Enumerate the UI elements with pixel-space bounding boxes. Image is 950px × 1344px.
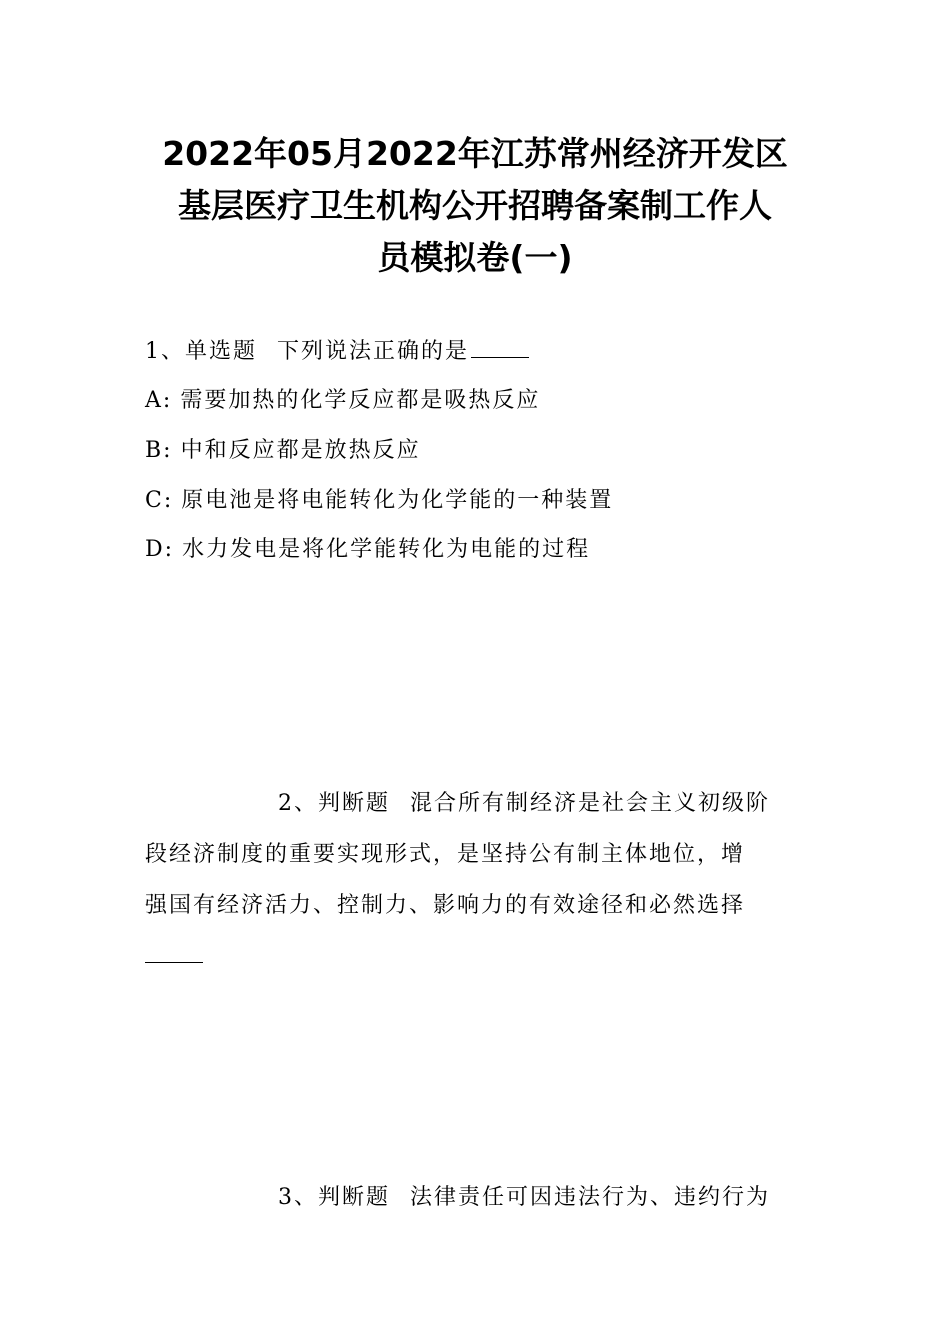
question-number: 3、 xyxy=(278,1185,318,1210)
option-text: 原电池是将电能转化为化学能的一种装置 xyxy=(181,488,614,513)
question-type: 判断题 xyxy=(318,791,391,816)
answer-blank xyxy=(145,942,203,963)
question-1-stem xyxy=(145,337,529,367)
option-text: 中和反应都是放热反应 xyxy=(180,438,421,463)
option-text: 需要加热的化学反应都是吸热反应 xyxy=(180,388,541,413)
question-2-blank-row xyxy=(145,931,805,982)
title-line-2: 基层医疗卫生机构公开招聘备案制工作人 xyxy=(178,186,772,225)
option-letter: A: xyxy=(145,388,173,413)
option-text: 水力发电是将化学能转化为电能的过程 xyxy=(182,537,591,562)
question-text: 混合所有制经济是社会主义初级阶 xyxy=(410,791,771,816)
question-number: 1、 xyxy=(145,339,185,364)
option-b xyxy=(145,436,421,466)
option-c xyxy=(145,486,613,516)
option-a xyxy=(145,386,540,416)
question-text: 下列说法正确的是 xyxy=(277,339,470,364)
question-3-line-1 xyxy=(145,1172,805,1223)
option-letter: D: xyxy=(145,537,175,562)
question-number: 2、 xyxy=(278,791,318,816)
title-line-3: 员模拟卷(一) xyxy=(377,238,573,277)
question-type: 单选题 xyxy=(185,339,258,364)
answer-blank xyxy=(471,337,529,358)
question-3 xyxy=(145,1172,805,1223)
question-2-line-3: 强国有经济活力、控制力、影响力的有效途径和必然选择 xyxy=(145,893,746,918)
question-2-line-2: 段经济制度的重要实现形式，是坚持公有制主体地位，增 xyxy=(145,842,746,867)
title-line-1: 2022年05月2022年江苏常州经济开发区 xyxy=(162,134,788,173)
question-2 xyxy=(145,778,805,982)
option-letter: B: xyxy=(145,438,173,463)
option-d xyxy=(145,535,590,565)
document-title xyxy=(140,128,810,284)
option-letter: C: xyxy=(145,488,174,513)
question-text: 法律责任可因违法行为、违约行为 xyxy=(410,1185,771,1210)
question-type: 判断题 xyxy=(318,1185,391,1210)
question-2-line-1 xyxy=(145,778,805,829)
